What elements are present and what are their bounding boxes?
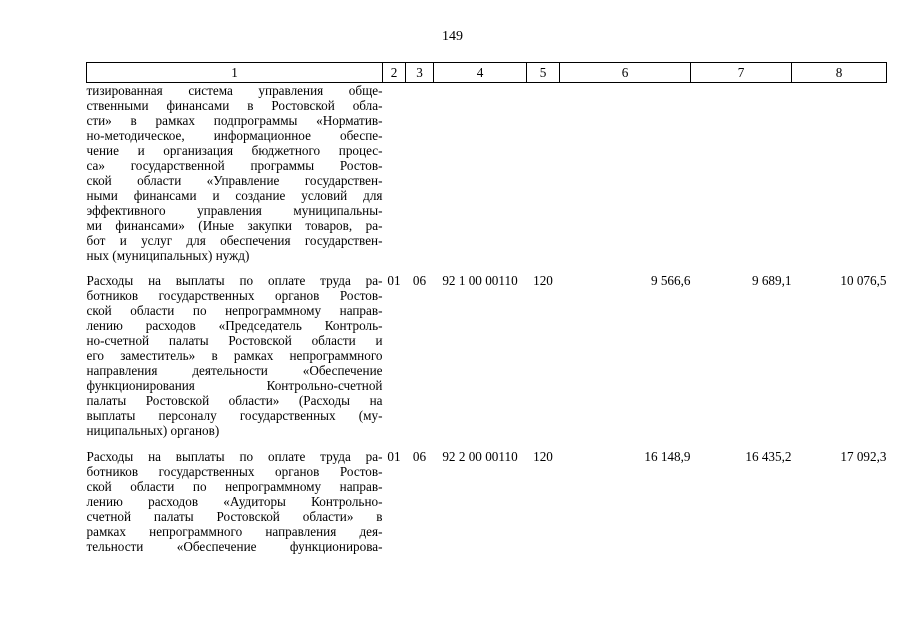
col-header-7: 7 (691, 63, 792, 83)
description-line: ботников государственных органов Ростов- (86, 288, 383, 303)
target-article-code: 92 2 00 00110 (442, 449, 518, 464)
description-line: Расходы на выплаты по оплате труда ра- (86, 449, 383, 464)
description-line: направления деятельности «Обеспечение (86, 363, 383, 378)
description-line: ской области по непрограммному направ- (86, 303, 383, 318)
description-line: бот и услуг для обеспечения государствен- (86, 233, 383, 248)
description-line: лению расходов «Председатель Контроль- (86, 318, 383, 333)
subsection-code: 06 (412, 273, 427, 288)
description-line: ниципальных) органов) (86, 423, 220, 438)
col-header-8: 8 (792, 63, 887, 83)
description-line: тизированная система управления обще- (86, 83, 383, 98)
amount-year-2 (691, 83, 792, 274)
amount-year-3: 10 076,5 (840, 273, 887, 288)
amount-year-3: 17 092,3 (840, 449, 887, 464)
description-line: ными финансами и создание условий для (86, 188, 383, 203)
subsection-code (406, 83, 434, 274)
description-line: рамках непрограммного направления дея- (86, 524, 383, 539)
description-line: Расходы на выплаты по оплате труда ра- (86, 273, 383, 288)
col-header-4: 4 (434, 63, 527, 83)
description-line: эффективного управления муниципальны- (86, 203, 383, 218)
col-header-5: 5 (527, 63, 560, 83)
amount-year-1: 9 566,6 (650, 273, 691, 288)
target-article-code (434, 83, 527, 274)
description-line: чение и организация бюджетного процес- (86, 143, 383, 158)
description-line: ственными финансами в Ростовской обла- (86, 98, 383, 113)
amount-year-3 (792, 83, 887, 274)
amount-year-1: 16 148,9 (644, 449, 691, 464)
expense-type-code: 120 (533, 449, 553, 464)
header-row (87, 63, 887, 83)
description-line: тельности «Обеспечение функционирова- (86, 539, 383, 554)
row-description (87, 273, 383, 449)
description-line: но-методическое, информационное обеспе- (86, 128, 383, 143)
section-code: 01 (387, 273, 401, 288)
budget-table (86, 62, 887, 569)
col-header-1: 1 (87, 63, 383, 83)
subsection-code: 06 (412, 449, 427, 464)
expense-type-code: 120 (533, 273, 553, 288)
amount-year-1 (560, 83, 691, 274)
col-header-3: 3 (406, 63, 434, 83)
description-line: функционирования Контрольно-счетной (86, 378, 383, 393)
description-line: са» государственной программы Ростов- (86, 158, 383, 173)
table-row (87, 449, 887, 569)
description-line: ми финансами» (Иные закупки товаров, ра- (86, 218, 383, 233)
description-line: счетной палаты Ростовской области» в (86, 509, 383, 524)
expense-type-code (527, 83, 560, 274)
section-code (383, 83, 406, 274)
description-line: ской области «Управление государствен- (86, 173, 383, 188)
row-description (87, 83, 383, 274)
description-line: палаты Ростовской области» (Расходы на (86, 393, 383, 408)
target-article-code: 92 1 00 00110 (442, 273, 518, 288)
table-row (87, 83, 887, 274)
amount-year-2: 16 435,2 (745, 449, 792, 464)
amount-year-2: 9 689,1 (751, 273, 792, 288)
description-line: выплаты персоналу государственных (му- (86, 408, 383, 423)
description-line: лению расходов «Аудиторы Контрольно- (86, 494, 383, 509)
row-description (87, 449, 383, 569)
section-code: 01 (387, 449, 401, 464)
col-header-6: 6 (560, 63, 691, 83)
description-line: но-счетной палаты Ростовской области и (86, 333, 383, 348)
description-line: его заместитель» в рамках непрограммного (86, 348, 383, 363)
col-header-2: 2 (383, 63, 406, 83)
page-number: 149 (442, 29, 463, 44)
table-row (87, 273, 887, 449)
description-line: ботников государственных органов Ростов- (86, 464, 383, 479)
description-line: ской области по непрограммному направ- (86, 479, 383, 494)
description-line: ных (муниципальных) нужд) (86, 248, 250, 263)
description-line: сти» в рамках подпрограммы «Норматив- (86, 113, 383, 128)
